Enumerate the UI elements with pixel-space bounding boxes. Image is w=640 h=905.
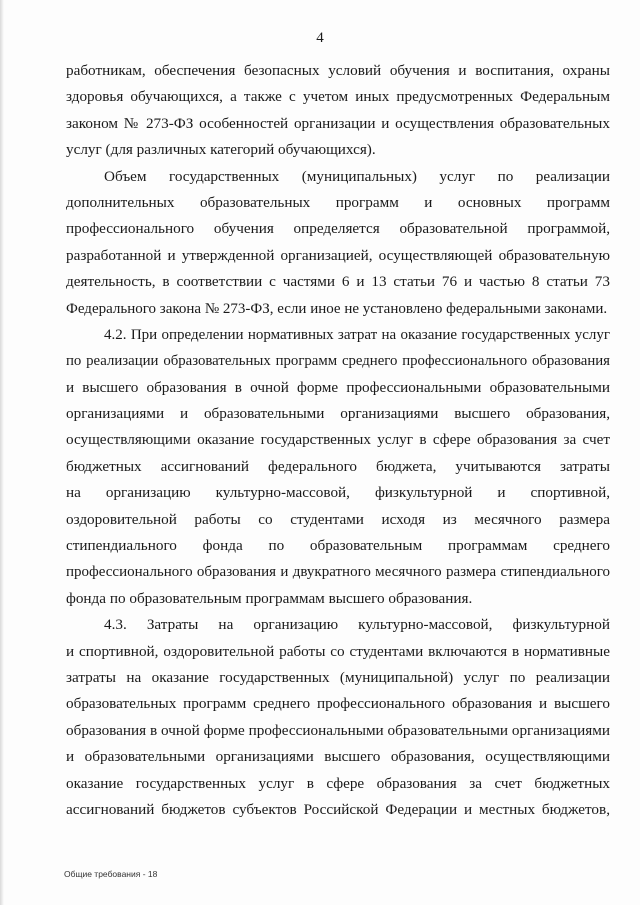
page-number: 4 (316, 30, 324, 46)
text-line: законом № 273-ФЗ особенностей организации и осуществления образовательных (66, 114, 610, 132)
text-line: ассигнований бюджетов субъектов Российской Федерации и местных бюджетов, (66, 800, 610, 818)
footer-note: Общие требования - 18 (64, 869, 158, 879)
text-line: здоровья обучающихся, а также с учетом иных предусмотренных Федеральным (66, 88, 610, 106)
text-line: профессионального образования и двукратного месячного размера стипендиального (66, 564, 610, 581)
text-line: образования в очной форме профессиональными образовательными организациями (66, 721, 610, 739)
text-line: по реализации образовательных программ среднего профессионального образования (66, 353, 610, 370)
text-line: и образовательными организациями высшего образования, осуществляющими (66, 748, 610, 766)
text-line: фонда по образовательным программам высшего образования. (66, 589, 473, 607)
text-line: оказание государственных услуг в сфере образования за счет бюджетных (66, 774, 610, 792)
text-line: и спортивной, оздоровительной работы со студентами включаются в нормативные (66, 642, 610, 660)
text-line: 4.3. Затраты на организацию культурно-массовой, физкультурной (104, 616, 610, 634)
text-line: Федерального закона № 273-ФЗ, если иное не установлено федеральными законами. (66, 300, 608, 317)
text-line: образовательных программ среднего профессионального образования и высшего (66, 695, 610, 713)
text-line: работникам, обеспечения безопасных условий обучения и воспитания, охраны (66, 62, 610, 79)
scan-edge-shadow (0, 0, 4, 905)
body-text (66, 58, 610, 823)
text-line: профессионального обучения определяется образовательной программой, (66, 220, 610, 238)
text-line: организациями и образовательными организациями высшего образования, (66, 405, 610, 423)
text-line: 4.2. При определении нормативных затрат на оказание государственных услуг (104, 326, 610, 343)
text-line: дополнительных образовательных программ и основных программ (66, 193, 610, 211)
text-line: на организацию культурно-массовой, физкультурной и спортивной, (66, 484, 610, 502)
text-line: осуществляющими оказание государственных услуг в сфере образования за счет (66, 431, 610, 449)
text-line: и высшего образования в очной форме профессиональными образовательными (66, 378, 610, 396)
text-line: деятельность, в соответствии с частями 6 и 13 статьи 76 и частью 8 статьи 73 (66, 273, 610, 291)
text-line: Объем государственных (муниципальных) услуг по реализации (104, 167, 610, 185)
text-line: бюджетных ассигнований федерального бюджета, учитываются затраты (66, 457, 610, 475)
text-line: услуг (для различных категорий обучающихся). (66, 141, 376, 159)
text-line: стипендиального фонда по образовательным программам среднего (66, 537, 610, 555)
text-line: оздоровительной работы со студентами исходя из месячного размера (66, 510, 610, 528)
text-line: затраты на оказание государственных (муниципальной) услуг по реализации (66, 668, 610, 686)
text-line: разработанной и утвержденной организацией, осуществляющей образовательную (66, 246, 610, 264)
